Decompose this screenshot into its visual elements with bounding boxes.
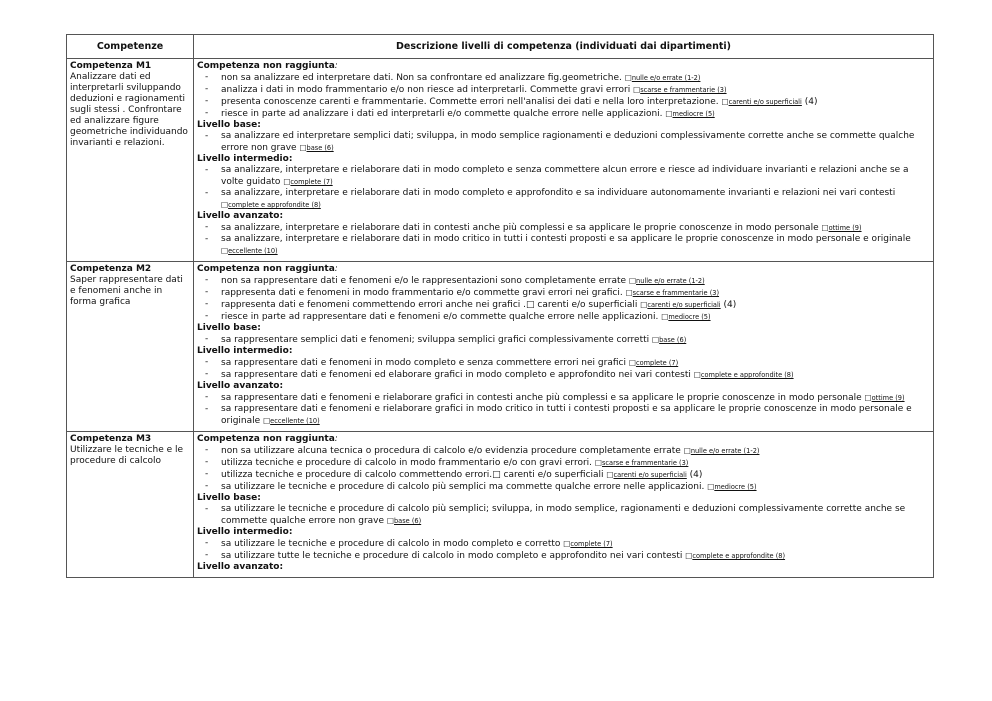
checkbox-icon[interactable]: □ xyxy=(221,200,229,209)
grade-tag: mediocre (5) xyxy=(668,313,711,321)
level-separator: : xyxy=(279,381,284,391)
level-label: Livello base xyxy=(197,323,258,333)
checkbox-icon[interactable]: □ xyxy=(707,482,715,491)
level-separator: : xyxy=(257,120,261,130)
item-text: sa analizzare, interpretare e rielaborare dati in contesti anche più complessi e sa applicare le proprie conoscenze in modo personale xyxy=(221,223,819,233)
checkbox-icon[interactable]: □ xyxy=(628,276,637,285)
checkbox-icon[interactable]: □ xyxy=(683,446,691,455)
level-separator: : xyxy=(279,211,284,221)
grade-suffix: (4) xyxy=(804,97,818,107)
grade-tag: complete (7) xyxy=(635,359,679,367)
checkbox-icon[interactable]: □ xyxy=(633,85,641,94)
level-separator: : xyxy=(334,434,338,444)
level-items xyxy=(197,131,929,154)
competence-title: Competenza M1 xyxy=(70,61,152,71)
level-label: Livello avanzato xyxy=(197,381,280,391)
item-text: sa utilizzare le tecniche e procedure di calcolo più semplici ma commette qualche errore nelle applicazioni. xyxy=(221,482,705,492)
item-text: sa analizzare ed interpretare semplici dati; sviluppa, in modo semplice ragionamenti e deduzioni complessivamente corrette anche se commette qualche errore non grave xyxy=(221,131,915,153)
competence-cell xyxy=(67,262,194,432)
item-text: sa rappresentare semplici dati e fenomeni; sviluppa semplici grafici complessivamente corretti xyxy=(221,335,650,345)
list-item xyxy=(197,392,929,404)
grade-tag: carenti e/o superficiali xyxy=(728,98,802,106)
level-items xyxy=(197,72,929,120)
grade-tag: base (6) xyxy=(659,336,687,344)
checkbox-icon[interactable]: □ xyxy=(563,539,571,548)
level-items xyxy=(197,504,929,527)
level-label: Competenza non raggiunta xyxy=(197,61,335,71)
checkbox-icon[interactable]: □ xyxy=(606,470,614,479)
level-label: Livello intermedio xyxy=(197,154,289,164)
checkbox-icon[interactable]: □ xyxy=(283,177,291,186)
checkbox-icon[interactable]: □ xyxy=(864,393,872,402)
level-items xyxy=(197,334,929,346)
checkbox-icon[interactable]: □ xyxy=(624,73,632,82)
item-text: sa utilizzare le tecniche e procedure di calcolo più semplici; sviluppa, in modo semplice, ragionamenti e deduzioni complessivamente corrette anche se commette qualche errore non grave xyxy=(221,504,906,526)
list-item xyxy=(197,72,929,84)
level-label: Competenza non raggiunta xyxy=(197,434,335,444)
level-heading xyxy=(197,381,929,392)
item-text: sa utilizzare le tecniche e procedure di calcolo in modo completo e corretto xyxy=(221,539,561,549)
item-text: non sa analizzare ed interpretare dati. Non sa confrontare ed analizzare fig.geometriche. xyxy=(221,73,622,83)
header-descrizione: Descrizione livelli di competenza (individuati dai dipartimenti) xyxy=(194,35,934,59)
list-item xyxy=(197,334,929,346)
grade-tag: base (6) xyxy=(306,144,334,152)
table-body xyxy=(67,59,934,578)
item-text: sa rappresentare dati e fenomeni ed elaborare grafici in modo completo e approfondito nei vari contesti xyxy=(221,370,691,380)
checkbox-icon[interactable]: □ xyxy=(693,370,701,379)
list-item xyxy=(197,96,929,108)
grade-tag: nulle e/o errate (1-2) xyxy=(636,277,705,285)
list-item xyxy=(197,131,929,154)
grade-tag: carenti e/o superficiali xyxy=(613,471,687,479)
grade-suffix: (4) xyxy=(723,300,737,310)
list-item xyxy=(197,357,929,369)
item-text: sa analizzare, interpretare e rielaborare dati in modo critico in tutti i contesti proposti e sa applicare le proprie conoscenze in modo personale e originale xyxy=(221,234,911,244)
list-item xyxy=(197,445,929,457)
level-items xyxy=(197,275,929,323)
grade-tag: ottime (9) xyxy=(871,394,905,402)
level-separator: : xyxy=(334,264,338,274)
level-label: Livello base xyxy=(197,493,258,503)
level-heading xyxy=(197,154,929,165)
grade-tag: scarse e frammentarie (3) xyxy=(632,289,720,297)
level-separator: : xyxy=(288,346,293,356)
checkbox-icon[interactable]: □ xyxy=(640,300,648,309)
list-item xyxy=(197,404,929,427)
grade-suffix: (4) xyxy=(689,470,703,480)
item-text: sa rappresentare dati e fenomeni e rielaborare grafici in contesti anche più complessi e sa applicare le proprie conoscenze in modo personale xyxy=(221,393,862,403)
level-label: Livello avanzato xyxy=(197,562,280,572)
item-text: rappresenta dati e fenomeni in modo frammentario e/o commette gravi errori nei grafici. xyxy=(221,288,623,298)
level-heading xyxy=(197,323,929,334)
competence-cell xyxy=(67,432,194,578)
level-heading xyxy=(197,61,929,72)
list-item xyxy=(197,234,929,257)
grade-tag: base (6) xyxy=(394,517,422,525)
level-items xyxy=(197,165,929,211)
level-label: Livello avanzato xyxy=(197,211,280,221)
grade-tag: complete (7) xyxy=(570,540,613,548)
checkbox-icon[interactable]: □ xyxy=(625,288,633,297)
competence-title: Competenza M3 xyxy=(70,434,152,444)
item-text: sa rappresentare dati e fenomeni e rielaborare grafici in modo critico in tutti i contesti proposti e sa applicare le proprie conoscenze in modo personale e originale xyxy=(221,404,912,426)
list-item xyxy=(197,369,929,381)
header-competenze: Competenze xyxy=(67,35,194,59)
level-separator: : xyxy=(288,154,293,164)
level-label: Livello intermedio xyxy=(197,527,289,537)
checkbox-icon[interactable]: □ xyxy=(628,358,636,367)
level-items xyxy=(197,538,929,562)
checkbox-icon[interactable]: □ xyxy=(665,109,673,118)
grade-tag: scarse e frammentarie (3) xyxy=(602,459,689,467)
competence-title: Competenza M2 xyxy=(70,264,152,274)
levels-cell xyxy=(194,262,934,432)
grade-tag: nulle e/o errate (1-2) xyxy=(631,74,701,82)
list-item xyxy=(197,311,929,323)
level-label: Livello intermedio xyxy=(197,346,289,356)
level-label: Competenza non raggiunta xyxy=(197,264,335,274)
level-heading xyxy=(197,211,929,222)
level-heading xyxy=(197,120,929,131)
checkbox-icon[interactable]: □ xyxy=(594,458,602,467)
item-text: analizza i dati in modo frammentario e/o non riesce ad interpretarli. Commette gravi errori xyxy=(221,85,631,95)
grade-tag: complete (7) xyxy=(290,178,333,186)
level-separator: : xyxy=(288,527,293,537)
competence-description: Saper rappresentare dati e fenomeni anche in forma grafica xyxy=(70,275,183,307)
item-text: sa rappresentare dati e fenomeni in modo completo e senza commettere errori nei grafici xyxy=(221,358,626,368)
grade-tag: mediocre (5) xyxy=(714,483,757,491)
item-text: sa analizzare, interpretare e rielaborare dati in modo completo e approfondito e sa individuare autonomamente invarianti e relazioni nei vari contesti xyxy=(221,188,896,198)
list-item xyxy=(197,222,929,234)
levels-cell xyxy=(194,432,934,578)
item-text: utilizza tecniche e procedure di calcolo commettendo errori.□ carenti e/o superficiali xyxy=(221,470,604,480)
level-items xyxy=(197,222,929,257)
checkbox-icon[interactable]: □ xyxy=(821,223,829,232)
level-heading xyxy=(197,527,929,538)
grade-tag: ottime (9) xyxy=(828,224,862,232)
grade-tag: mediocre (5) xyxy=(672,110,715,118)
level-heading xyxy=(197,434,929,445)
competency-table xyxy=(66,34,934,578)
item-text: riesce in parte ad analizzare i dati ed interpretarli e/o commette qualche errore nelle applicazioni. xyxy=(221,109,663,119)
grade-tag: complete e approfondite (8) xyxy=(692,552,786,560)
grade-tag: complete e approfondite (8) xyxy=(228,201,321,209)
checkbox-icon[interactable]: □ xyxy=(721,97,729,106)
competence-description: Analizzare dati ed interpretarli sviluppando deduzioni e ragionamenti sugli stessi . Confrontare ed analizzare figure geometriche individuando invarianti e relazioni. xyxy=(70,72,188,148)
header-row xyxy=(67,35,934,59)
checkbox-icon[interactable]: □ xyxy=(386,516,394,525)
list-item xyxy=(197,469,929,481)
list-item xyxy=(197,538,929,550)
item-text: non sa utilizzare alcuna tecnica o procedura di calcolo e/o evidenzia procedure completamente errate xyxy=(221,446,681,456)
levels-cell xyxy=(194,59,934,262)
level-items xyxy=(197,445,929,493)
grade-tag: complete e approfondite (8) xyxy=(700,371,794,379)
grade-tag: carenti e/o superficiali xyxy=(647,301,721,309)
checkbox-icon[interactable]: □ xyxy=(652,335,660,344)
level-heading xyxy=(197,346,929,357)
checkbox-icon[interactable]: □ xyxy=(685,551,693,560)
level-items xyxy=(197,392,929,427)
level-separator: : xyxy=(334,61,338,71)
list-item xyxy=(197,299,929,311)
grade-tag: eccellente (10) xyxy=(270,417,320,425)
level-separator: : xyxy=(257,493,261,503)
level-separator: : xyxy=(279,562,284,572)
table-row xyxy=(67,432,934,578)
list-item xyxy=(197,108,929,120)
item-text: sa analizzare, interpretare e rielaborare dati in modo completo e senza commettere alcun errore e riesce ad individuare invarianti e relazioni anche se a volte guidato xyxy=(221,165,909,187)
list-item xyxy=(197,275,929,287)
item-text: non sa rappresentare dati e fenomeni e/o le rappresentazioni sono completamente errate xyxy=(221,276,627,286)
item-text: presenta conoscenze carenti e frammentarie. Commette errori nell'analisi dei dati e nella loro interpretazione. xyxy=(221,97,719,107)
item-text: rappresenta dati e fenomeni commettendo errori anche nei grafici .□ carenti e/o superficiali xyxy=(221,300,638,310)
item-text: utilizza tecniche e procedure di calcolo in modo frammentario e/o con gravi errori. xyxy=(221,458,593,468)
table-row xyxy=(67,59,934,262)
level-heading xyxy=(197,493,929,504)
level-heading xyxy=(197,264,929,275)
level-items xyxy=(197,357,929,381)
list-item xyxy=(197,287,929,299)
level-separator: : xyxy=(257,323,261,333)
item-text: riesce in parte ad rappresentare dati e fenomeni e/o commette qualche errore nelle applicazioni. xyxy=(221,312,659,322)
checkbox-icon[interactable]: □ xyxy=(299,143,307,152)
list-item xyxy=(197,457,929,469)
grade-tag: eccellente (10) xyxy=(228,247,278,255)
list-item xyxy=(197,84,929,96)
checkbox-icon[interactable]: □ xyxy=(661,312,669,321)
level-heading xyxy=(197,562,929,573)
grade-tag: scarse e frammentarie (3) xyxy=(640,86,727,94)
item-text: sa utilizzare tutte le tecniche e procedure di calcolo in modo completo e approfondito nei vari contesti xyxy=(221,551,683,561)
list-item xyxy=(197,481,929,493)
table-row xyxy=(67,262,934,432)
level-label: Livello base xyxy=(197,120,258,130)
checkbox-icon[interactable]: □ xyxy=(221,246,229,255)
grade-tag: nulle e/o errate (1-2) xyxy=(690,447,760,455)
list-item xyxy=(197,504,929,527)
list-item xyxy=(197,550,929,562)
checkbox-icon[interactable]: □ xyxy=(263,416,271,425)
competence-description: Utilizzare le tecniche e le procedure di calcolo xyxy=(70,445,184,466)
list-item xyxy=(197,165,929,188)
competence-cell xyxy=(67,59,194,262)
list-item xyxy=(197,188,929,211)
